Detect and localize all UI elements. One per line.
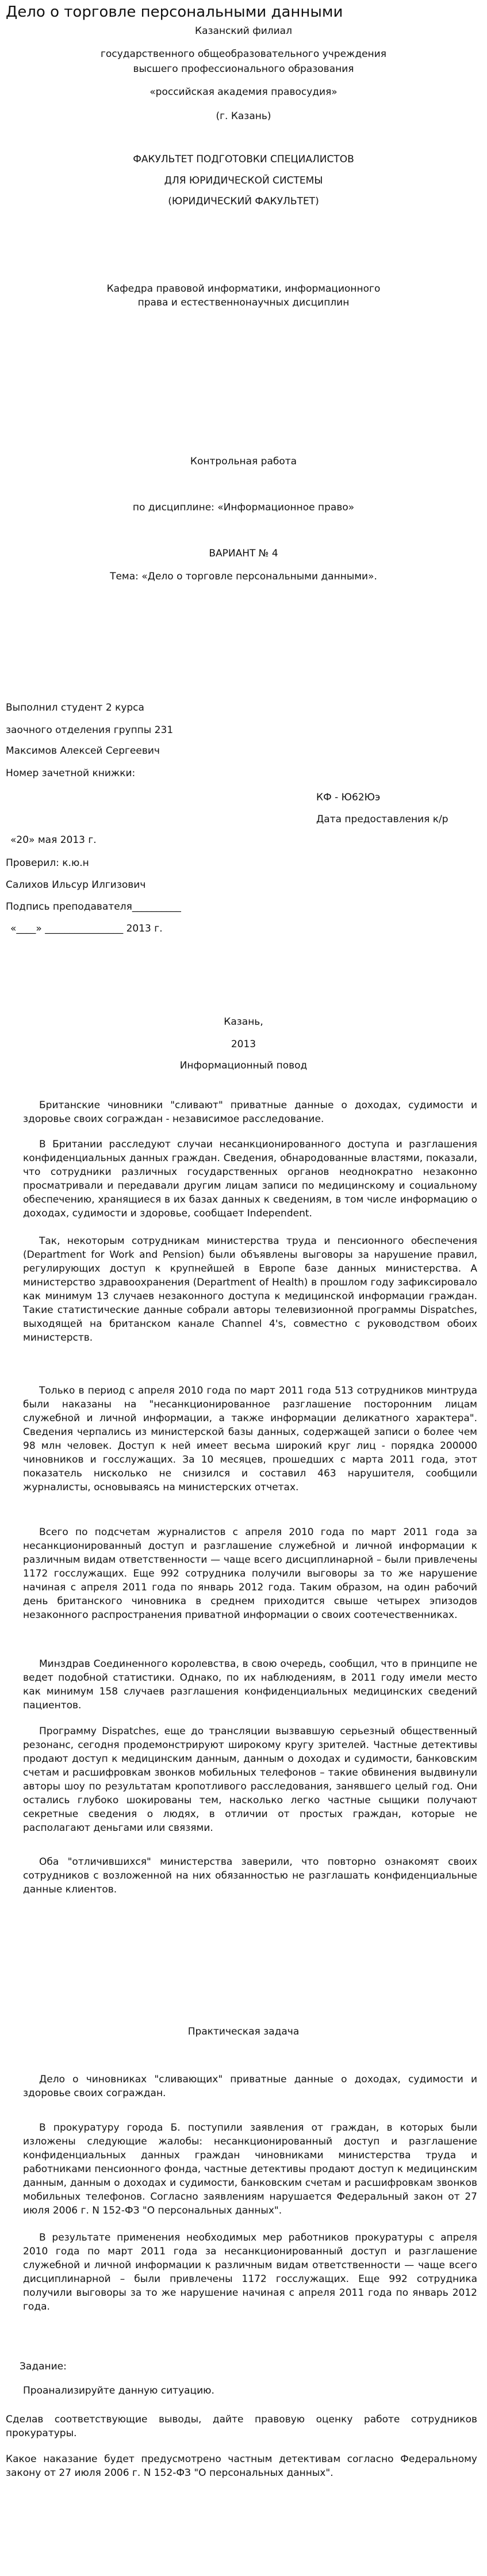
practical-task-heading: Практическая задача xyxy=(187,2026,300,2037)
header-education-level: высшего профессионального образования xyxy=(133,63,354,75)
header-branch: Казанский филиал xyxy=(195,25,292,37)
article-paragraph: Всего по подсчетам журналистов с апреля 2010 года по март 2011 года за несанкционированный доступ и разглашение служебной и личной информации к различным видам ответственности — чаще всего дисциплинарной – были привлечены 1172 госслужащих. Еще 992 сотрудника получили выговоры за то же нарушение начиная с апреля 2011 года по январь 2012 года. Таким образом, на один рабочий день британского чиновника в среднем приходится свыше четырех эпизодов незаконного распространения приватной информации о своих соотечественниках. xyxy=(23,1526,477,1621)
page-title: Дело о торговле персональными данными xyxy=(6,3,343,21)
footer-year: 2013 xyxy=(231,1039,256,1050)
submission-date: «20» мая 2013 г. xyxy=(10,834,97,846)
information-reason-heading: Информационный повод xyxy=(179,1060,308,1071)
article-paragraph: Только в период с апреля 2010 года по март 2011 года 513 сотрудников минтруда были наказаны на "несанкционированное разглашение посторонним лицам служебной и личной информации, а также информации деликатного характера". Сведения черпались из министерской базы данных, содержащей записи о более чем 98 млн человек. Доступ к ней имеет весьма широкий круг лиц - порядка 200000 чиновников и госслужащих. За 10 месяцев, прошедших с марта 2011 года, этот показатель нисколько не снизился и составил 463 нарушителя, сообщили журналисты, основываясь на министерских отчетах. xyxy=(23,1385,477,1493)
article-paragraph: В Британии расследуют случаи несанкционированного доступа и разглашения конфиденциальных данных граждан. Сведения, обнародованные властями, показали, что сотрудники различных государственных органов неоднократно незаконно просматривали и передавали другим лицам записи по медицинскому и социальному обеспечению, хранящиеся в их базах данных к сведениям, в том числе информацию о доходах, судимости и здоровье, сообщает Independent. xyxy=(23,1139,477,1219)
article-paragraph: Британские чиновники "сливают" приватные данные о доходах, судимости и здоровье своих сограждан - независимое расследование. xyxy=(23,1100,477,1125)
task-item: Какое наказание будет предусмотрено частным детективам согласно Федеральному закону от 27 июля 2006 г. N 152-ФЗ "О персональных данных". xyxy=(6,2453,477,2479)
work-discipline: по дисциплине: «Информационное право» xyxy=(132,502,355,513)
signature-date: «____» ________________ 2013 г. xyxy=(10,923,163,934)
author-line-1: Выполнил студент 2 курса xyxy=(6,702,144,713)
article-paragraph: Минздрав Соединенного королевства, в свою очередь, сообщил, что в принципе не ведет подобной статистики. Однако, по их наблюдениям, в 2011 году имели место как минимум 158 случаев разглашения конфиденциальных медицинских сведений пациентов. xyxy=(23,1658,477,1711)
submission-date-label: Дата предоставления к/р xyxy=(316,814,448,825)
teacher-name: Салихов Ильсур Илгизович xyxy=(6,879,146,891)
student-code: КФ - Ю62Юэ xyxy=(316,792,381,803)
department-line-1: Кафедра правовой информатики, информационного xyxy=(106,283,381,295)
header-institution: государственного общеобразовательного учреждения xyxy=(101,48,386,60)
header-city: (г. Казань) xyxy=(216,110,271,122)
article-paragraph: Программу Dispatches, еще до трансляции вызвавшую серьезный общественный резонанс, сегодня продемонстрируют широкому кругу зрителей. Частные детективы продают доступ к медицинским данным, данным о доходах и судимости, банковским счетам и расшифровкам звонков мобильных телефонов – такие обвинения выдвинули авторы шоу по результатам кропотливого расследования, занявшего целый год. Они остались глубоко шокированы тем, насколько легко частные сыщики получают секретные сведения о людях, в отличии от простых граждан, которые не располагают деньгами или связями. xyxy=(23,1726,477,1834)
faculty-line-1: ФАКУЛЬТЕТ ПОДГОТОВКИ СПЕЦИАЛИСТОВ xyxy=(133,154,354,165)
footer-city: Казань, xyxy=(224,1016,263,1028)
author-name: Максимов Алексей Сергеевич xyxy=(6,745,160,757)
faculty-line-2: ДЛЯ ЮРИДИЧЕСКОЙ СИСТЕМЫ xyxy=(164,175,323,186)
task-item: Сделав соответствующие выводы, дайте правовую оценку работе сотрудников прокуратуры. xyxy=(6,2414,477,2439)
task-item: Проанализируйте данную ситуацию. xyxy=(23,2385,214,2396)
work-topic: Тема: «Дело о торговле персональными данными». xyxy=(110,571,377,582)
faculty-line-3: (ЮРИДИЧЕСКИЙ ФАКУЛЬТЕТ) xyxy=(168,196,319,207)
task-label: Задание: xyxy=(20,2361,67,2372)
department-line-2: права и естественнонаучных дисциплин xyxy=(137,297,350,308)
teacher-signature: Подпись преподавателя__________ xyxy=(6,901,181,913)
work-variant: ВАРИАНТ № 4 xyxy=(209,548,278,559)
article-paragraph: Так, некоторым сотрудникам министерства труда и пенсионного обеспечения (Department for Work and Pension) были объявлены выговоры за нарушение правил, регулирующих доступ к крупнейшей в Европе базе данных министерства. А министерство здравоохранения (Department of Health) в прошлом году зафиксировало как минимум 13 случаев незаконного доступа к медицинской информации граждан. Такие статистические данные собрали авторы телевизионной программы Dispatches, выходящей на британском канале Channel 4's, совместно с руководством обоих министерств. xyxy=(23,1235,477,1344)
practical-paragraph: В прокуратуру города Б. поступили заявления от граждан, в которых были изложены следующие жалобы: несанкционированный доступ и разглашение конфиденциальных данных граждан чиновниками министерства труда и работниками пенсионного фонда, частные детективы продают доступ к медицинским данным, данным о доходах и судимости, банковским счетам и расшифровкам звонков мобильных телефонов. Согласно заявлениям нарушается Федеральный закон от 27 июля 2006 г. N 152-ФЗ "О персональных данных". xyxy=(23,2122,477,2216)
author-line-2: заочного отделения группы 231 xyxy=(6,724,174,736)
practical-paragraph: В результате применения необходимых мер работников прокуратуры с апреля 2010 года по март 2011 года за несанкционированный доступ и разглашение служебной и личной информации к различным видам ответственности — чаще всего дисциплинарной – были привлечены 1172 госслужащих. Еще 992 сотрудника получили выговоры за то же нарушение начиная с апреля 2011 года по январь 2012 года. xyxy=(23,2232,477,2312)
checked-by-label: Проверил: к.ю.н xyxy=(6,857,89,869)
article-paragraph: Оба "отличившихся" министерства заверили, что повторно ознакомят своих сотрудников с возложенной на них обязанностью не разглашать конфиденциальные данные клиентов. xyxy=(23,1856,477,1895)
record-book-label: Номер зачетной книжки: xyxy=(6,768,136,779)
header-academy: «российская академия правосудия» xyxy=(149,86,338,98)
practical-paragraph: Дело о чиновниках "сливающих" приватные данные о доходах, судимости и здоровье своих сограждан. xyxy=(23,2074,477,2099)
work-type: Контрольная работа xyxy=(190,456,297,467)
